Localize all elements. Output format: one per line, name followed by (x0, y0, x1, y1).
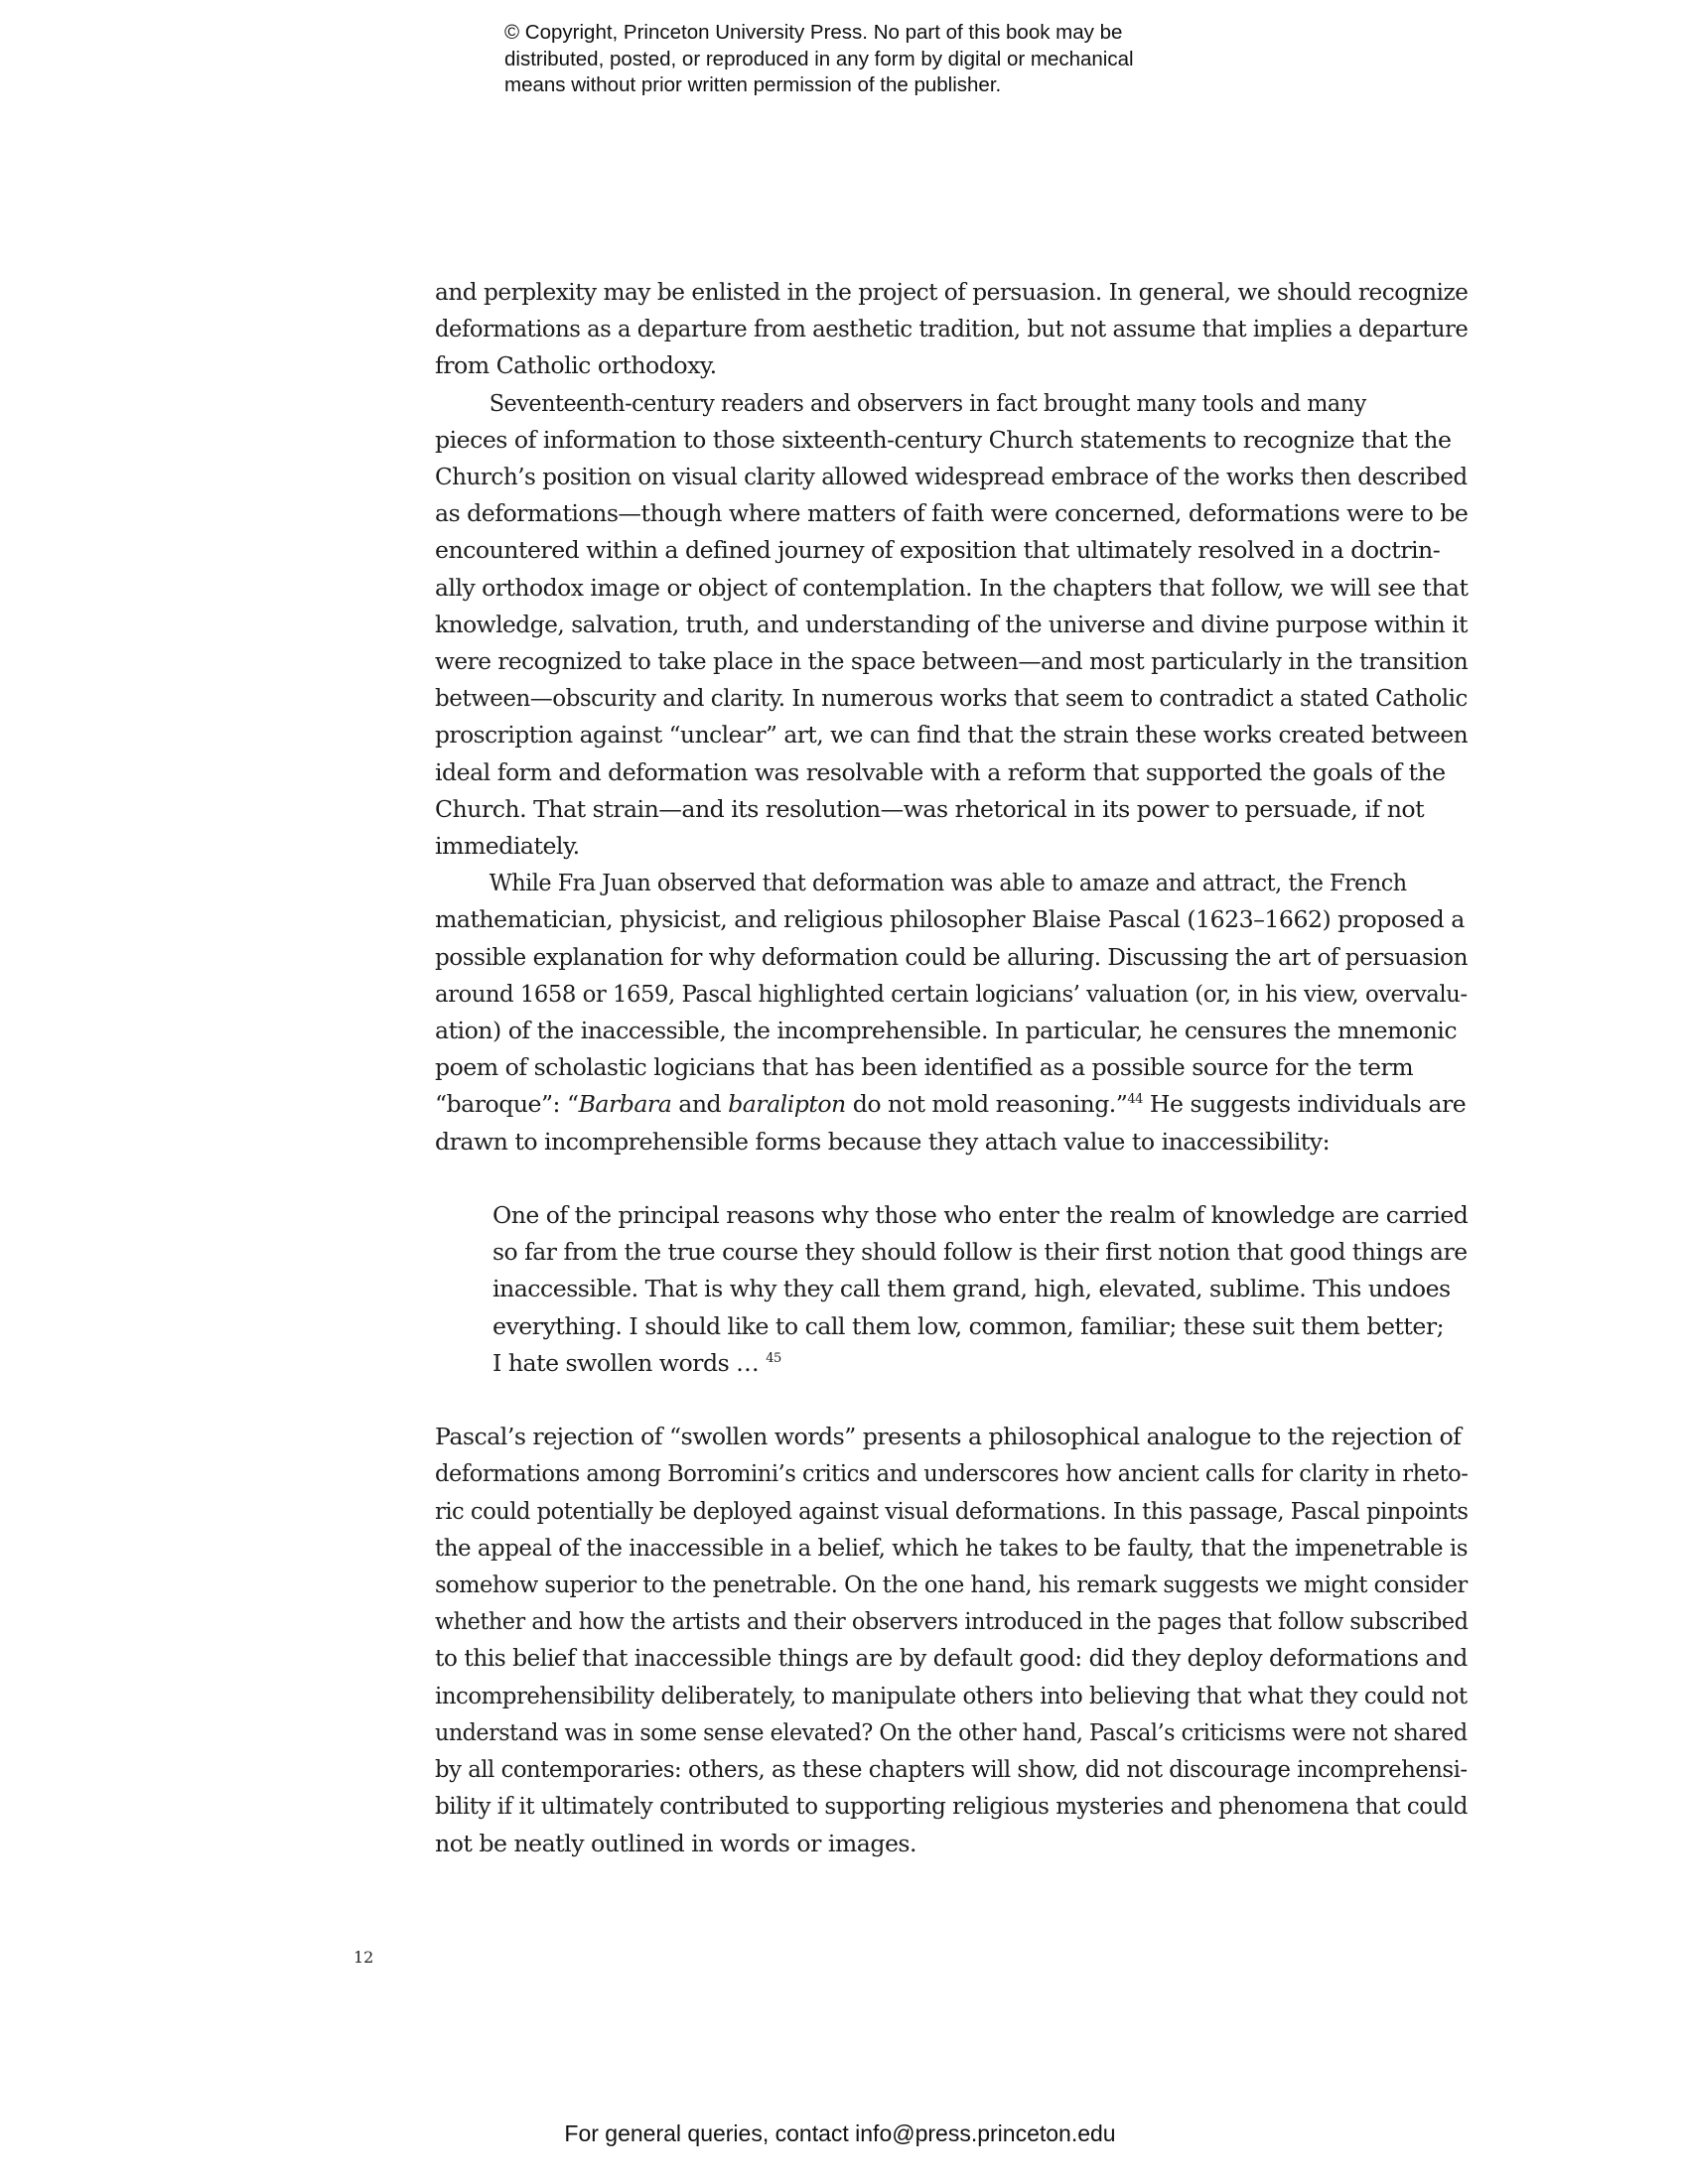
text-line: ation) of the inaccessible, the incomprehensible. In particular, he censures the mnemonic (435, 1017, 1458, 1045)
spacer (435, 1382, 1468, 1419)
text-line: as deformations—though where matters of faith were concerned, deformations were to be (435, 499, 1469, 528)
footer (0, 2120, 1688, 2147)
text-run: He suggests individuals are (1142, 1090, 1467, 1119)
text-line: and perplexity may be enlisted in the project of persuasion. In general, we should recognize (435, 278, 1469, 306)
footer-contact: For general queries, contact info@press.princeton.edu (564, 2120, 1116, 2146)
italic-term: baralipton (728, 1090, 846, 1119)
copyright-notice (504, 20, 1259, 99)
text-line: understand was in some sense elevated? On the other hand, Pascal’s criticisms were not shared (435, 1717, 1468, 1746)
paragraph-continued (435, 274, 1468, 385)
text-line: not be neatly outlined in words or images. (435, 1829, 917, 1857)
quote-line: so far from the true course they should follow is their first notion that good things are (492, 1238, 1468, 1267)
text-line: drawn to incomprehensible forms because they attach value to inaccessibility: (435, 1127, 1331, 1156)
text-run: and (671, 1090, 729, 1119)
text-line: Pascal’s rejection of “swollen words” presents a philosophical analogue to the rejection of (435, 1423, 1462, 1451)
notice-line: © Copyright, Princeton University Press. No part of this book may be (504, 21, 1123, 44)
text-line: from Catholic orthodoxy. (435, 351, 717, 380)
text-line: pieces of information to those sixteenth-century Church statements to recognize that the (435, 425, 1452, 454)
text-line: whether and how the artists and their observers introduced in the pages that follow subscribed (435, 1607, 1469, 1636)
paragraph-pascal (435, 865, 1468, 1160)
text-line: poem of scholastic logicians that has been identified as a possible source for the term (435, 1053, 1414, 1082)
notice-line: distributed, posted, or reproduced in any form by digital or mechanical (504, 47, 1134, 70)
text-run: do not mold reasoning.” (845, 1090, 1128, 1119)
spacer (435, 1160, 1468, 1197)
block-quote (435, 1197, 1468, 1382)
text-line: around 1658 or 1659, Pascal highlighted certain logicians’ valuation (or, in his view, overvalu- (435, 979, 1468, 1008)
text-line: Seventeenth-century readers and observers in fact brought many tools and many (489, 388, 1366, 417)
text-run: I hate swollen words … (492, 1348, 760, 1377)
note-reference[interactable]: 45 (766, 1350, 781, 1366)
text-line: between—obscurity and clarity. In numerous works that seem to contradict a stated Catholic (435, 684, 1468, 713)
text-line: immediately. (435, 832, 580, 861)
quote-line: inaccessible. That is why they call them grand, high, elevated, sublime. This undoes (492, 1275, 1451, 1303)
quote-line: everything. I should like to call them low, common, familiar; these suit them better; (492, 1311, 1445, 1340)
text-line: ally orthodox image or object of contemplation. In the chapters that follow, we will see that (435, 573, 1469, 602)
text-line: proscription against “unclear” art, we can find that the strain these works created between (435, 721, 1469, 750)
text-line: While Fra Juan observed that deformation was able to amaze and attract, the French (489, 869, 1407, 897)
text-line: ideal form and deformation was resolvable with a reform that supported the goals of the (435, 757, 1446, 786)
quote-line: One of the principal reasons why those who enter the realm of knowledge are carried (492, 1201, 1469, 1230)
text-line: incomprehensibility deliberately, to manipulate others into believing that what they could not (435, 1681, 1468, 1709)
text-line: ric could potentially be deployed against visual deformations. In this passage, Pascal pinpoints (435, 1496, 1469, 1525)
text-line: the appeal of the inaccessible in a belief, which he takes to be faulty, that the impenetrable is (435, 1533, 1468, 1562)
text-line: Church’s position on visual clarity allowed widespread embrace of the works then described (435, 463, 1468, 491)
text-line: somehow superior to the penetrable. On the one hand, his remark suggests we might consider (435, 1570, 1468, 1599)
text-line: deformations among Borromini’s critics and underscores how ancient calls for clarity in rheto- (435, 1459, 1469, 1488)
text-line: were recognized to take place in the space between—and most particularly in the transition (435, 647, 1469, 676)
text-line: mathematician, physicist, and religious philosopher Blaise Pascal (1623–1662) proposed a (435, 905, 1465, 934)
text-line: by all contemporaries: others, as these chapters will show, did not discourage incomprehensi- (435, 1755, 1468, 1784)
page-number: 12 (353, 1948, 374, 1967)
quote-line-with-note (492, 1345, 1468, 1382)
text-line: encountered within a defined journey of exposition that ultimately resolved in a doctrin- (435, 536, 1441, 565)
text-line: to this belief that inaccessible things are by default good: did they deploy deformations and (435, 1644, 1468, 1673)
text-line: knowledge, salvation, truth, and understanding of the universe and divine purpose within it (435, 610, 1468, 638)
notice-line: means without prior written permission of the publisher. (504, 73, 1002, 96)
body-text (435, 274, 1468, 1862)
text-line: possible explanation for why deformation could be alluring. Discussing the art of persuasion (435, 942, 1468, 971)
italic-term: Barbara (578, 1090, 672, 1119)
text-line: bility if it ultimately contributed to supporting religious mysteries and phenomena that could (435, 1792, 1468, 1821)
text-line: Church. That strain—and its resolution—was rhetorical in its power to persuade, if not (435, 794, 1425, 823)
paragraph-seventeenth-century (435, 385, 1468, 866)
text-line: deformations as a departure from aesthetic tradition, but not assume that implies a departure (435, 315, 1469, 343)
paragraph-swollen-words (435, 1419, 1468, 1861)
note-reference[interactable]: 44 (1127, 1092, 1143, 1108)
text-line-with-note (435, 1086, 1468, 1123)
text-run: “baroque”: “ (435, 1090, 579, 1119)
